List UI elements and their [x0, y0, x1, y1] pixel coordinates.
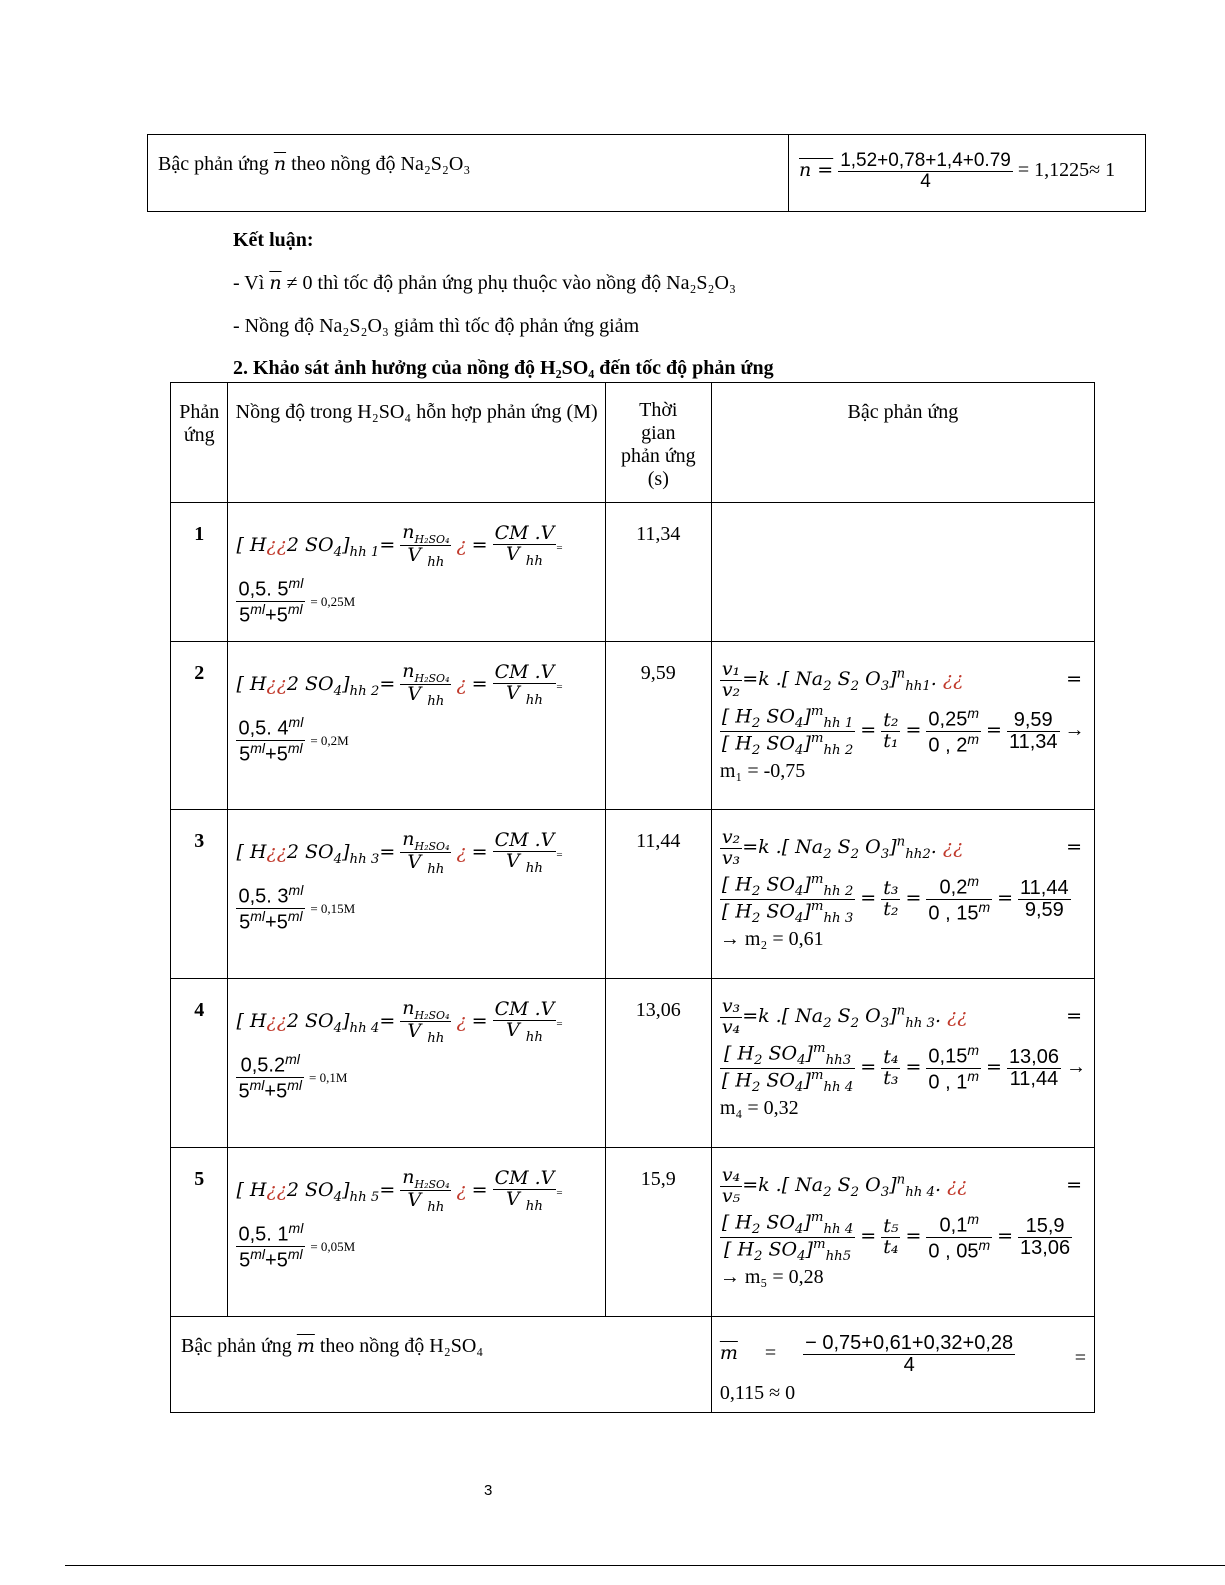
footer-lhs: $\overline{m}$	[719, 1342, 738, 1365]
top-order-formula-cell	[789, 135, 1146, 212]
footer-eq-right: =	[1074, 1347, 1086, 1369]
table-header-row	[171, 383, 1095, 503]
row-order: $\frac{\text{v₃}}{\text{v₄}}$ =k .[ $Na_2$ $S_2$ $O_3]^n_{hh 3}$. ¿¿ = $\frac{[ H_2 SO_4]^m_{hh3}}{[ H_2 SO_4]^m_{hh 4}}$ = $\frac{\text{t₄}}{\text{t₃}}$ = $\frac{0,15^m}{0 , 1^m}$ = $\frac{13,06}{11,44}$ → m₄ = 0,32	[711, 979, 1094, 1148]
conclusion-line1-cond: ≠ 0	[286, 272, 313, 294]
row-id: 1	[171, 503, 228, 642]
header-order: Bậc phản ứng	[711, 383, 1094, 503]
table-row	[171, 1148, 1095, 1317]
top-formula-numerator: 1,52+0,78+1,4+0.79	[840, 150, 1011, 171]
row-result: = 0,2M	[310, 732, 349, 748]
footer-result: 0,115 ≈ 0	[719, 1382, 796, 1404]
table-row	[171, 979, 1095, 1148]
h2so4-table	[170, 382, 1095, 1413]
top-order-label: Bậc phản ứng	[158, 153, 269, 175]
row-id: 5	[171, 1148, 228, 1317]
footer-tail: theo nồng độ H₂SO₄	[319, 1335, 484, 1357]
row-time: 13,06	[605, 979, 711, 1148]
top-formula-denominator: 4	[920, 170, 931, 192]
header-reaction: Phản ứng	[171, 383, 228, 503]
row-time: 11,44	[605, 810, 711, 979]
row-concentration: [ H¿¿2 $SO_4]_{hh 5}=$ $\frac{n_{H_2SO_4}}{V _{hh}}$ ¿ = $\frac{CM .V}{V _{hh}}$ = $\frac{0,5. 1^{ml}}{5^{ml}+5^{ml}}$ = 0,05M	[228, 1148, 605, 1317]
row-id: 2	[171, 642, 228, 810]
conclusion-line1-var: $\overline{n}$	[269, 272, 282, 294]
conclusion-line1-prefix: - Vì	[233, 272, 265, 294]
row-concentration: [ H¿¿2 $SO_4]_{hh 4}=$ $\frac{n_{H_2SO_4}}{V _{hh}}$ ¿ = $\frac{CM .V}{V _{hh}}$ = $\frac{0,5.2^{ml}}{5^{ml}+5^{ml}}$ = 0,1M	[228, 979, 605, 1148]
table-row	[171, 642, 1095, 810]
footer-formula-cell	[711, 1317, 1094, 1413]
row-m-result: m₂ = 0,61	[744, 928, 824, 951]
row-result: = 0,05M	[310, 1238, 356, 1254]
row-time: 9,59	[605, 642, 711, 810]
row-m-result: m₅ = 0,28	[744, 1266, 824, 1289]
conclusion-line-1	[233, 272, 736, 295]
row-result: = 0,25M	[310, 593, 356, 609]
row-concentration: [ H¿¿2 $SO_4]_{hh 2}=$ $\frac{n_{H_2SO_4}}{V _{hh}}$ ¿ = $\frac{CM .V}{V _{hh}}$ = $\frac{0,5. 4^{ml}}{5^{ml}+5^{ml}}$ = 0,2M	[228, 642, 605, 810]
row-id: 4	[171, 979, 228, 1148]
row-result: = 0,15M	[310, 900, 356, 916]
table-footer-row	[171, 1317, 1095, 1413]
table-row	[171, 810, 1095, 979]
page-bottom-rule	[65, 1565, 1225, 1566]
header-time: Thời gian phản ứng (s)	[605, 383, 711, 503]
top-order-label-cell	[148, 135, 789, 212]
conclusion-heading: Kết luận:	[233, 229, 314, 251]
footer-var: $\overline{m}$	[296, 1335, 315, 1357]
top-order-table	[147, 134, 1146, 212]
footer-denominator: 4	[903, 1354, 915, 1376]
top-order-var: $\overline{n}$	[273, 153, 287, 175]
top-order-label-tail: theo nồng độ Na₂S₂O₃	[291, 153, 471, 175]
table-row	[171, 503, 1095, 642]
conclusion-line1-tail: thì tốc độ phản ứng phụ thuộc vào nồng độ Na₂S₂O₃	[317, 272, 736, 294]
top-formula-result: = 1,1225≈ 1	[1017, 159, 1116, 182]
row-order: $\frac{\text{v₁}}{\text{v₂}}$ =k .[ $Na_2$ $S_2$ $O_3]^n_{hh1}$. ¿¿ = $\frac{[ H_2 SO_4]^m_{hh 1}}{[ H_2 SO_4]^m_{hh 2}}$ = $\frac{\text{t₂}}{\text{t₁}}$ = $\frac{0,25^m}{0 , 2^m}$ = $\frac{9,59}{11,34}$ → m₁ = -0,75	[711, 642, 1094, 810]
row-m-result: m₄ = 0,32	[719, 1097, 799, 1120]
conclusion-line-2: - Nồng độ Na₂S₂O₃ giảm thì tốc độ phản ứng giảm	[233, 315, 640, 337]
footer-numerator: − 0,75+0,61+0,32+0,28	[805, 1332, 1014, 1354]
footer-label-cell	[171, 1317, 712, 1413]
row-concentration: [ H¿¿2 $SO_4]_{hh 1}=$ $\frac{n_{H_2SO_4}}{V _{hh}}$ ¿ = $\frac{CM .V}{V _{hh}}$ = $\frac{0,5. 5^{ml}}{5^{ml}+5^{ml}}$ = 0,25M	[228, 503, 605, 642]
row-order: $\frac{\text{v₂}}{\text{v₃}}$ =k .[ $Na_2$ $S_2$ $O_3]^n_{hh2}$. ¿¿ = $\frac{[ H_2 SO_4]^m_{hh 2}}{[ H_2 SO_4]^m_{hh 3}}$ = $\frac{\text{t₃}}{\text{t₂}}$ = $\frac{0,2^m}{0 , 15^m}$ = $\frac{11,44}{9,59}$ → m₂ = 0,61	[711, 810, 1094, 979]
row-order	[711, 503, 1094, 642]
row-concentration: [ H¿¿2 $SO_4]_{hh 3}=$ $\frac{n_{H_2SO_4}}{V _{hh}}$ ¿ = $\frac{CM .V}{V _{hh}}$ = $\frac{0,5. 3^{ml}}{5^{ml}+5^{ml}}$ = 0,15M	[228, 810, 605, 979]
page-number: 3	[484, 1482, 493, 1499]
row-order: $\frac{\text{v₄}}{\text{v₅}}$ =k .[ $Na_2$ $S_2$ $O_3]^n_{hh 4}$. ¿¿ = $\frac{[ H_2 SO_4]^m_{hh 4}}{[ H_2 SO_4]^m_{hh5}}$ = $\frac{\text{t₅}}{\text{t₄}}$ = $\frac{0,1^m}{0 , 05^m}$ = $\frac{15,9}{13,06}$ → m₅ = 0,28	[711, 1148, 1094, 1317]
row-result: = 0,1M	[308, 1069, 348, 1085]
section-title: 2. Khảo sát ảnh hưởng của nồng độ H₂SO₄ đến tốc độ phản ứng	[233, 357, 774, 379]
footer-eq: =	[764, 1342, 777, 1365]
row-m-result: m₁ = -0,75	[719, 760, 806, 783]
footer-label: Bậc phản ứng	[181, 1335, 292, 1357]
row-time: 11,34	[605, 503, 711, 642]
row-id: 3	[171, 810, 228, 979]
header-concentration: Nồng độ trong H₂SO₄ hỗn hợp phản ứng (M)	[228, 383, 605, 503]
row-time: 15,9	[605, 1148, 711, 1317]
top-formula-lhs: n =	[799, 159, 834, 182]
